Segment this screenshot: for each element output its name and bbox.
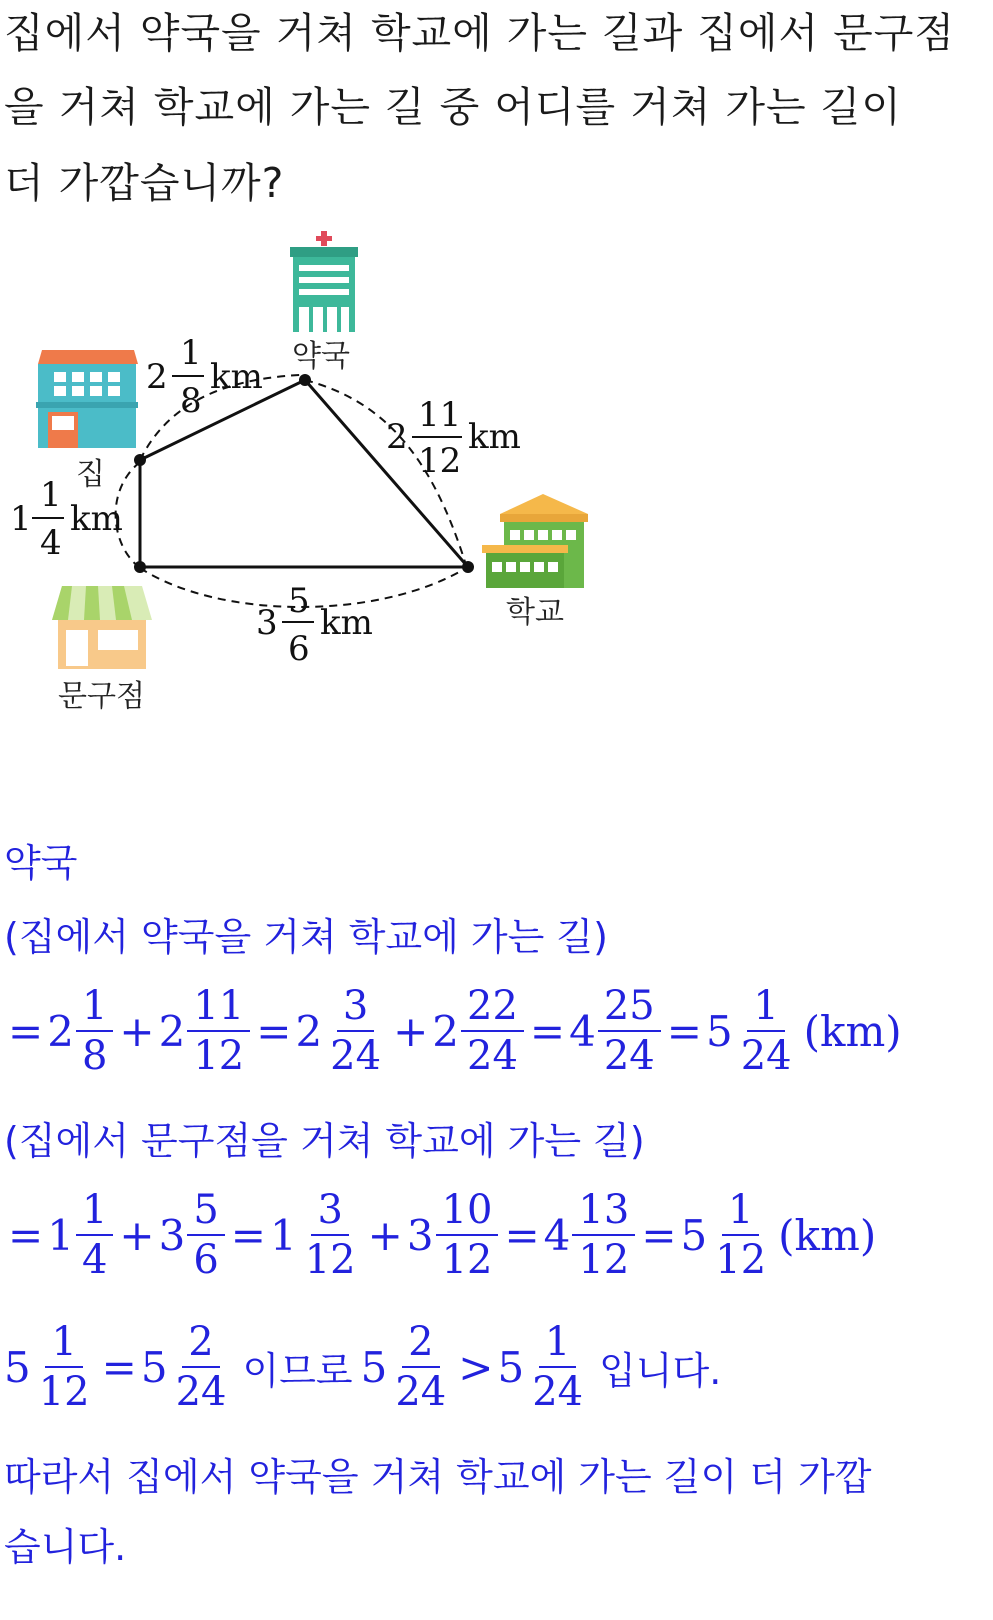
mixed-number-whole: 3 (406, 1210, 434, 1260)
mixed-number-whole: 1 (269, 1210, 297, 1260)
label-home: 집 (76, 457, 105, 492)
fraction-numerator: 22 (461, 986, 524, 1032)
question-line-1: 집에서 약국을 거쳐 학교에 가는 길과 집에서 문구점 (4, 9, 955, 57)
equation-operator: + (119, 1006, 155, 1056)
fraction-numerator: 10 (436, 1190, 499, 1236)
fraction-denominator: 12 (715, 1237, 767, 1283)
fraction (187, 983, 250, 1079)
fraction (187, 1187, 224, 1283)
fraction-numerator: 1 (76, 1190, 113, 1236)
fraction (598, 983, 661, 1079)
svg-text:8: 8 (180, 381, 202, 421)
svg-text:3: 3 (256, 603, 278, 643)
question-line-2: 을 거쳐 학교에 가는 길 중 어디를 거쳐 가는 길이 (4, 83, 902, 131)
node-stationery (134, 561, 146, 573)
svg-text:km: km (70, 499, 123, 539)
fraction-numerator: 2 (182, 1322, 219, 1368)
fraction (526, 1319, 589, 1415)
fraction (33, 1319, 96, 1415)
node-home (134, 454, 146, 466)
mixed-number-whole: 2 (158, 1006, 186, 1056)
fraction-numerator: 11 (187, 986, 250, 1032)
fraction-denominator: 24 (740, 1033, 792, 1079)
label-pharmacy: 약국 (292, 339, 350, 374)
fraction-denominator: 12 (38, 1369, 90, 1415)
path1-label: (집에서 약국을 거쳐 학교에 가는 길) (4, 915, 608, 959)
pharmacy-icon (290, 231, 358, 332)
fraction (436, 1187, 499, 1283)
distance-pharmacy-school (386, 395, 521, 481)
equation-unit: (km) (803, 1006, 902, 1056)
conclusion-line-2: 습니다. (4, 1525, 127, 1569)
fraction-numerator: 1 (539, 1322, 576, 1368)
mixed-number-whole: 5 (705, 1006, 733, 1056)
fraction-denominator: 6 (193, 1237, 219, 1283)
mixed-number-whole: 4 (569, 1006, 596, 1056)
equation-operator: = (256, 1006, 292, 1056)
fraction (572, 1187, 635, 1283)
answer-title: 약국 (4, 841, 78, 885)
svg-text:km: km (320, 603, 373, 643)
fraction-denominator: 12 (304, 1237, 356, 1283)
svg-text:11: 11 (418, 395, 462, 435)
node-pharmacy (299, 374, 311, 386)
path1-equation (4, 976, 906, 1086)
mixed-number-whole: 5 (360, 1342, 388, 1392)
fraction-denominator: 24 (603, 1033, 655, 1079)
fraction-denominator: 12 (193, 1033, 245, 1079)
distance-stationery-school (256, 581, 373, 669)
svg-text:km: km (210, 357, 263, 397)
equation-text: 입니다. (599, 1348, 722, 1393)
fraction-denominator: 24 (175, 1369, 227, 1415)
fraction (389, 1319, 452, 1415)
distance-home-stationery (10, 475, 123, 563)
svg-text:1: 1 (180, 333, 202, 373)
node-school (462, 561, 474, 573)
fraction-denominator: 24 (532, 1369, 584, 1415)
fraction-denominator: 24 (467, 1033, 518, 1079)
svg-text:km: km (468, 417, 521, 457)
equation-unit: (km) (778, 1210, 877, 1260)
fraction (76, 983, 113, 1079)
equation-operator: + (119, 1210, 155, 1260)
path2-label: (집에서 문구점을 거쳐 학교에 가는 길) (4, 1119, 645, 1163)
fraction-numerator: 1 (76, 986, 113, 1032)
svg-text:1: 1 (10, 499, 32, 539)
svg-text:5: 5 (288, 581, 310, 621)
mixed-number-whole: 5 (4, 1342, 31, 1392)
equation-operator: + (393, 1006, 429, 1056)
svg-text:2: 2 (146, 357, 168, 397)
fraction-numerator: 3 (337, 986, 374, 1032)
fraction-numerator: 13 (572, 1190, 635, 1236)
conclusion-line-1: 따라서 집에서 약국을 거쳐 학교에 가는 길이 더 가깝 (4, 1455, 872, 1499)
fraction (735, 983, 798, 1079)
mixed-number-whole: 5 (140, 1342, 168, 1392)
fraction-denominator: 12 (578, 1237, 630, 1283)
route-diagram (0, 0, 993, 720)
question-line-3: 더 가깝습니까? (4, 159, 285, 207)
fraction-denominator: 8 (81, 1033, 108, 1079)
equation-operator: = (529, 1006, 566, 1056)
equation-operator: = (504, 1210, 540, 1260)
fraction (170, 1319, 233, 1415)
fraction (461, 983, 524, 1079)
stationery-icon (52, 586, 152, 669)
fraction (709, 1187, 772, 1283)
label-stationery: 문구점 (58, 679, 145, 714)
svg-text:2: 2 (386, 417, 408, 457)
equation-operator: = (8, 1006, 44, 1056)
fraction-numerator: 2 (402, 1322, 439, 1368)
fraction-numerator: 1 (722, 1190, 759, 1236)
fraction-denominator: 4 (81, 1237, 108, 1283)
path2-equation (4, 1180, 880, 1290)
fraction-numerator: 5 (187, 1190, 224, 1236)
equation-operator: = (666, 1006, 702, 1056)
fraction (299, 1187, 362, 1283)
label-school: 학교 (506, 595, 564, 630)
fraction (324, 983, 387, 1079)
svg-text:6: 6 (288, 629, 310, 669)
fraction-denominator: 24 (330, 1033, 382, 1079)
equation-operator: > (458, 1342, 494, 1392)
fraction-denominator: 12 (441, 1237, 493, 1283)
equation-operator: = (641, 1210, 677, 1260)
compare-equation (4, 1312, 729, 1422)
fraction-numerator: 3 (311, 1190, 348, 1236)
mixed-number-whole: 2 (47, 1006, 74, 1056)
mixed-number-whole: 5 (497, 1342, 525, 1392)
school-icon (482, 494, 588, 588)
mixed-number-whole: 1 (47, 1210, 74, 1260)
mixed-number-whole: 5 (680, 1210, 708, 1260)
equation-operator: + (367, 1210, 403, 1260)
home-icon (36, 350, 138, 448)
mixed-number-whole: 4 (543, 1210, 571, 1260)
fraction-denominator: 24 (395, 1369, 447, 1415)
mixed-number-whole: 2 (432, 1006, 460, 1056)
fraction-numerator: 1 (45, 1322, 82, 1368)
equation-operator: = (230, 1210, 266, 1260)
equation-text: 이므로 (242, 1348, 353, 1393)
svg-text:1: 1 (40, 475, 62, 515)
fraction-numerator: 1 (747, 986, 784, 1032)
equation-operator: = (101, 1342, 137, 1392)
fraction-numerator: 25 (598, 986, 661, 1032)
svg-text:12: 12 (418, 441, 462, 481)
mixed-number-whole: 2 (295, 1006, 323, 1056)
equation-operator: = (8, 1210, 44, 1260)
svg-text:4: 4 (40, 523, 62, 563)
fraction (76, 1187, 113, 1283)
mixed-number-whole: 3 (158, 1210, 186, 1260)
